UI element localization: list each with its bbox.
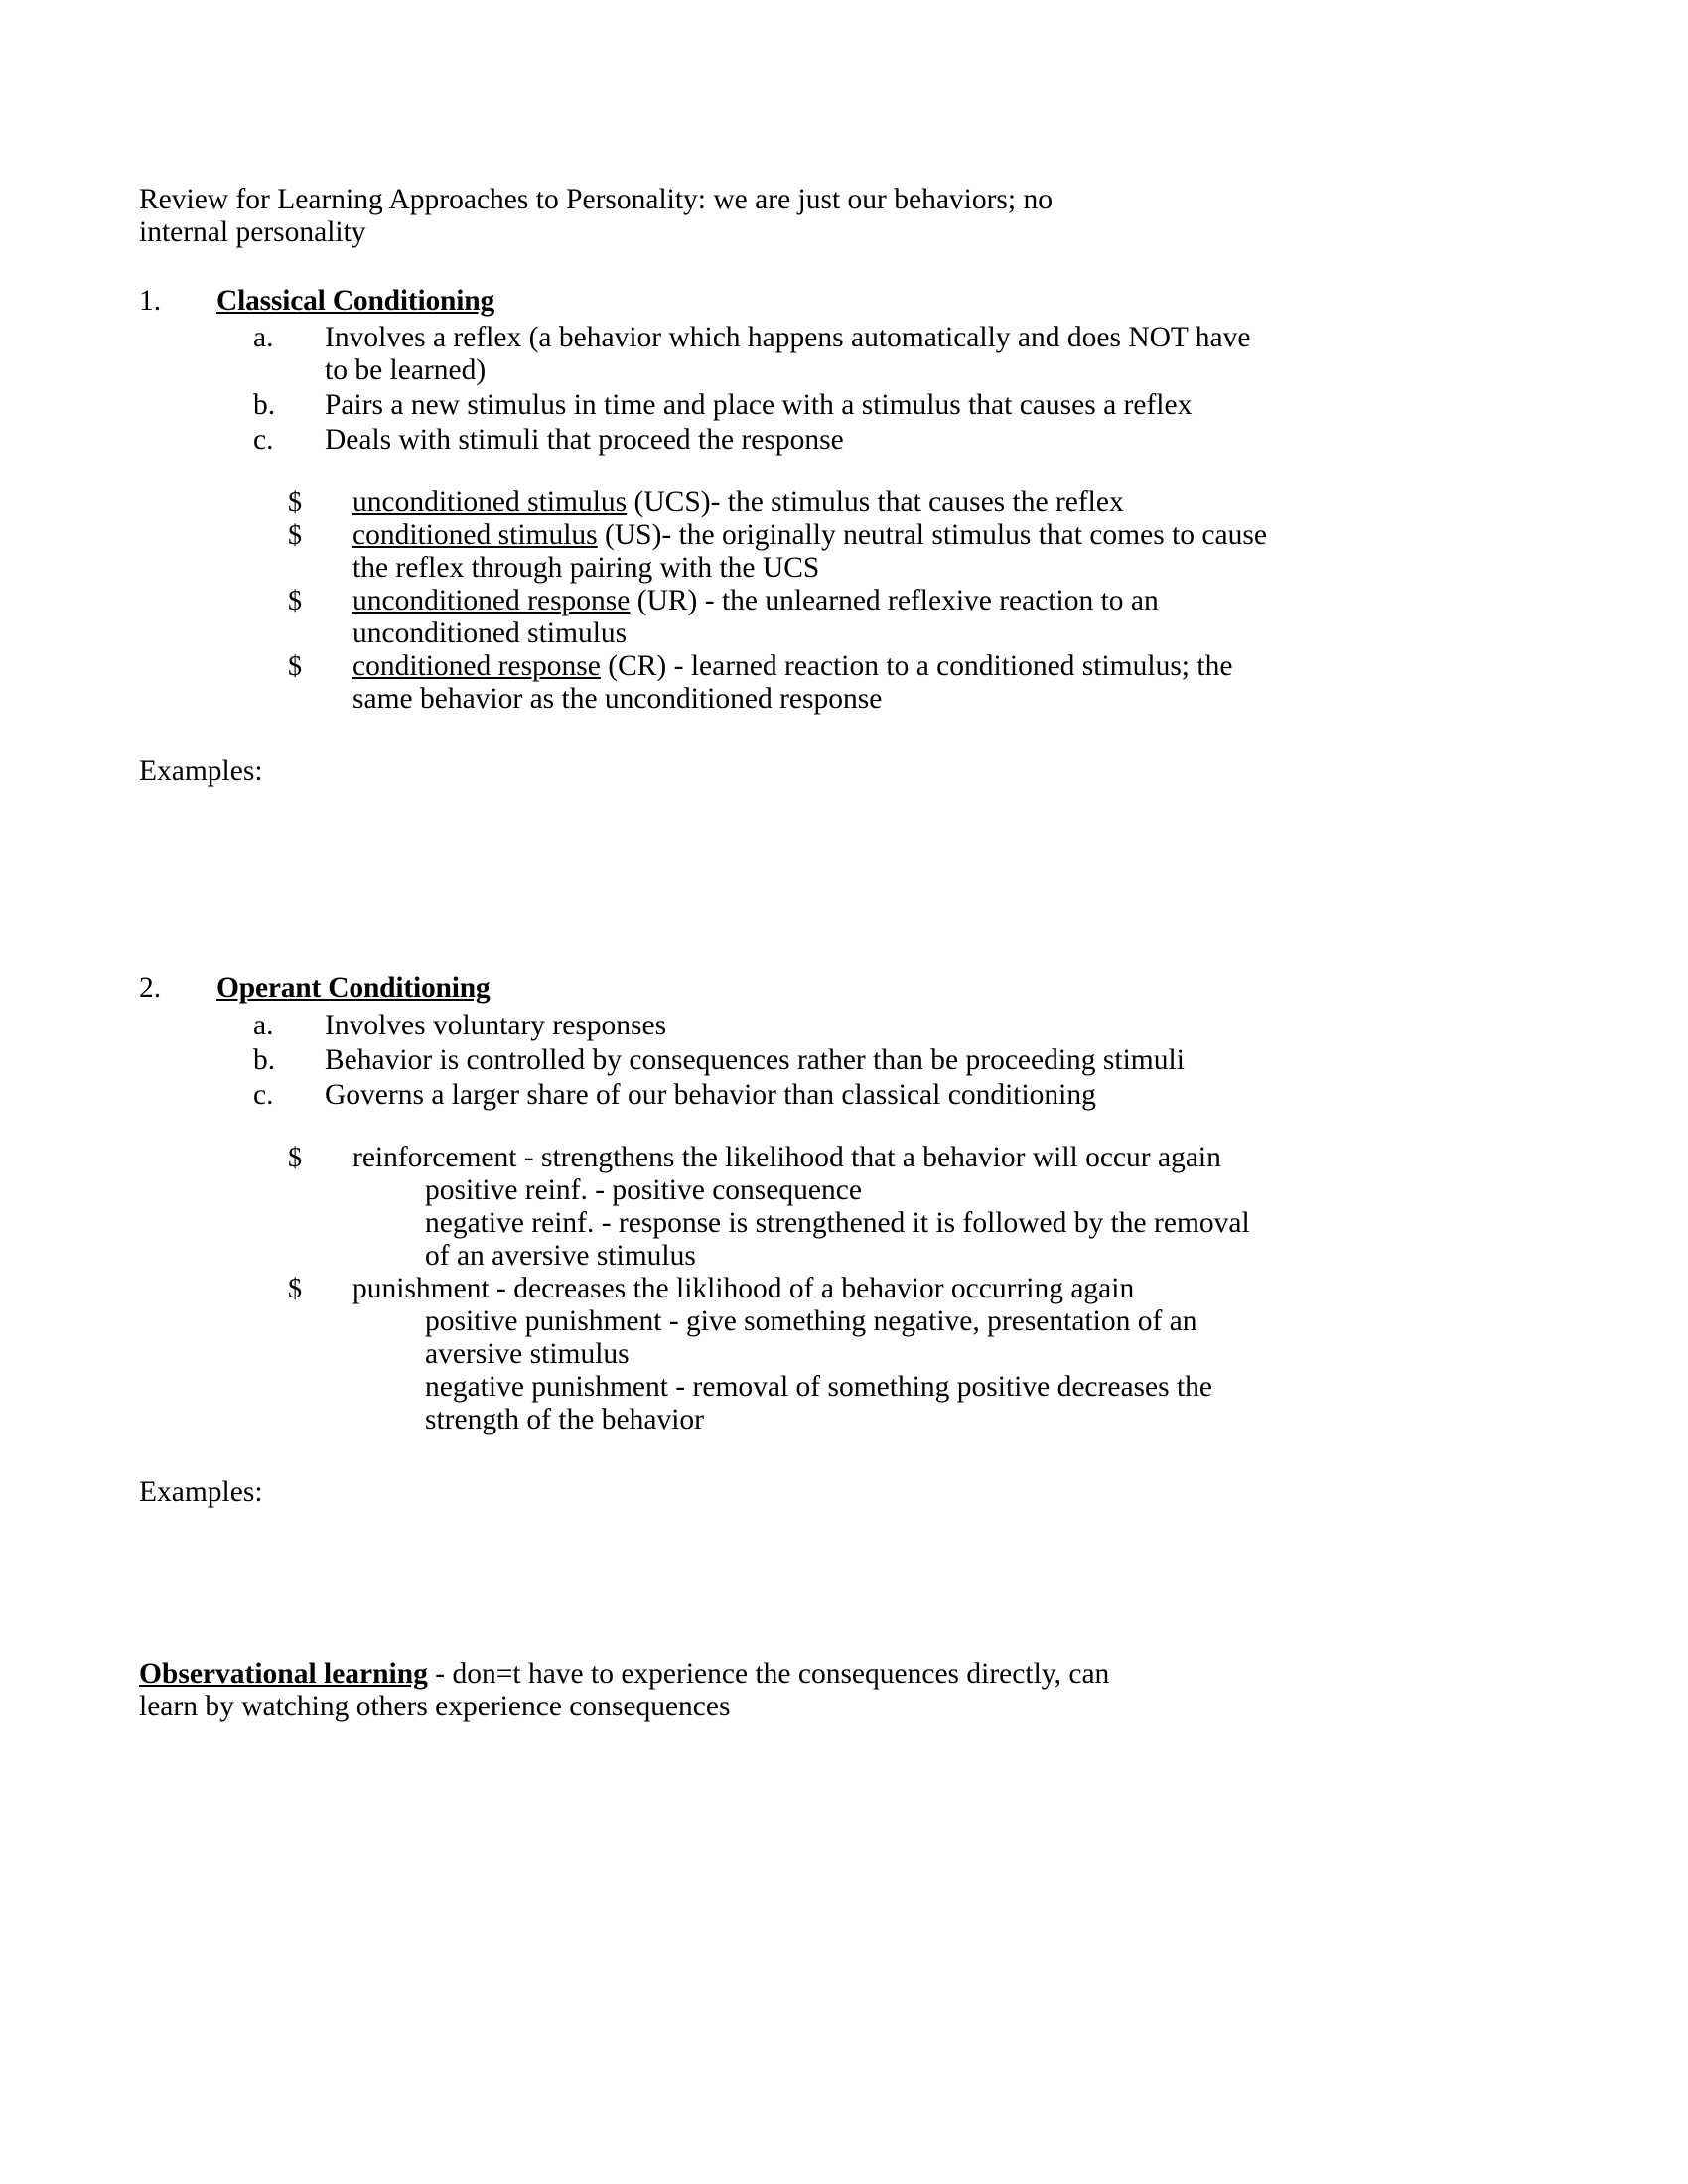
definition-subline: positive reinf. - positive consequence: [425, 1173, 862, 1206]
definition-rest: reinforcement - strengthens the likelihood that a behavior will occur again: [352, 1141, 1221, 1173]
definition-rest: (CR) - learned reaction to a conditioned stimulus; the same behavior as the unconditioned response: [352, 650, 1233, 716]
list-marker: c.: [253, 1078, 274, 1111]
list-item: [139, 1010, 1430, 1042]
section-title: Classical Conditioning: [216, 285, 495, 318]
dollar-bullet-icon: $: [288, 487, 302, 519]
observational-learning-heading: Observational learning: [139, 1657, 428, 1690]
definition-item: [139, 1273, 1430, 1436]
definition-subline: positive punishment - give something negative, presentation of an aversive stimulus: [425, 1304, 1197, 1370]
document-body: [139, 184, 1430, 1723]
list-text: Behavior is controlled by consequences rather than be proceeding stimuli: [325, 1043, 1185, 1076]
list-marker: b.: [253, 1043, 276, 1076]
list-item: [139, 322, 1430, 387]
spacer: [139, 1436, 1430, 1476]
dollar-bullet-icon: $: [288, 520, 302, 552]
definition-item: [139, 650, 1430, 716]
list-item: [139, 1044, 1430, 1077]
definition-text: [352, 519, 1276, 585]
definition-rest: punishment - decreases the liklihood of a behavior occurring again: [352, 1272, 1135, 1304]
section-heading: [139, 285, 1430, 318]
section-title: Operant Conditioning: [216, 972, 491, 1005]
definition-text: [352, 486, 1276, 519]
list-marker: a.: [253, 322, 274, 354]
dollar-bullet-icon: $: [288, 1273, 302, 1304]
sub-items-list: [139, 1010, 1430, 1112]
definition-text: [352, 650, 1276, 716]
intro-paragraph: Review for Learning Approaches to Personality: we are just our behaviors; no internal personality: [139, 184, 1053, 249]
definition-rest: (UR) - the unlearned reflexive reaction to an unconditioned stimulus: [352, 585, 1159, 650]
definition-rest: (US)- the originally neutral stimulus that comes to cause the reflex through pairing with the UCS: [352, 519, 1267, 585]
observational-learning-paragraph: [139, 1658, 1142, 1723]
dollar-bullet-icon: $: [288, 1142, 302, 1173]
section-number: 2.: [139, 972, 162, 1005]
examples-label: Examples:: [139, 755, 263, 788]
section-number: 1.: [139, 285, 162, 318]
spacer: [139, 459, 1430, 486]
definition-rest: (UCS)- the stimulus that causes the reflex: [627, 486, 1124, 519]
observational-learning-text: - don=t have to experience the consequences directly, can learn by watching others experience consequences: [139, 1657, 1110, 1722]
section-heading: [139, 972, 1430, 1005]
section-operant-conditioning: [139, 972, 1430, 1508]
definition-term: unconditioned stimulus: [352, 486, 628, 519]
list-item: [139, 424, 1430, 457]
list-text: Involves voluntary responses: [325, 1009, 667, 1041]
definition-item: [139, 1142, 1430, 1273]
definition-term: unconditioned response: [352, 585, 631, 617]
list-text: Pairs a new stimulus in time and place with a stimulus that causes a reflex: [325, 389, 1193, 422]
section-classical-conditioning: [139, 285, 1430, 788]
list-marker: a.: [253, 1009, 274, 1041]
list-marker: b.: [253, 389, 276, 422]
list-text: Involves a reflex (a behavior which happens automatically and does NOT have to be learned): [325, 322, 1251, 387]
list-text: Governs a larger share of our behavior than classical conditioning: [325, 1078, 1096, 1111]
definition-text: [352, 1142, 1276, 1273]
spacer: [139, 788, 1430, 972]
spacer: [139, 716, 1430, 755]
list-item: [139, 389, 1430, 422]
definition-subline: negative reinf. - response is strengthened it is followed by the removal of an aversive stimulus: [425, 1206, 1250, 1272]
definition-text: [352, 585, 1276, 650]
definition-item: [139, 585, 1430, 650]
definition-item: [139, 519, 1430, 585]
dollar-bullet-icon: $: [288, 651, 302, 683]
definition-bullets: [139, 1142, 1430, 1436]
definition-bullets: [139, 486, 1430, 716]
definition-term: conditioned response: [352, 650, 601, 683]
definition-term: conditioned stimulus: [352, 519, 598, 552]
definition-item: [139, 486, 1430, 519]
list-item: [139, 1079, 1430, 1112]
list-marker: c.: [253, 424, 274, 457]
list-text: Deals with stimuli that proceed the response: [325, 424, 844, 457]
definition-subline: negative punishment - removal of something positive decreases the strength of the behavior: [425, 1370, 1212, 1435]
spacer: [139, 1509, 1430, 1658]
examples-label: Examples:: [139, 1475, 263, 1508]
sub-items-list: [139, 322, 1430, 457]
dollar-bullet-icon: $: [288, 586, 302, 617]
spacer: [139, 1114, 1430, 1142]
definition-text: [352, 1273, 1276, 1436]
